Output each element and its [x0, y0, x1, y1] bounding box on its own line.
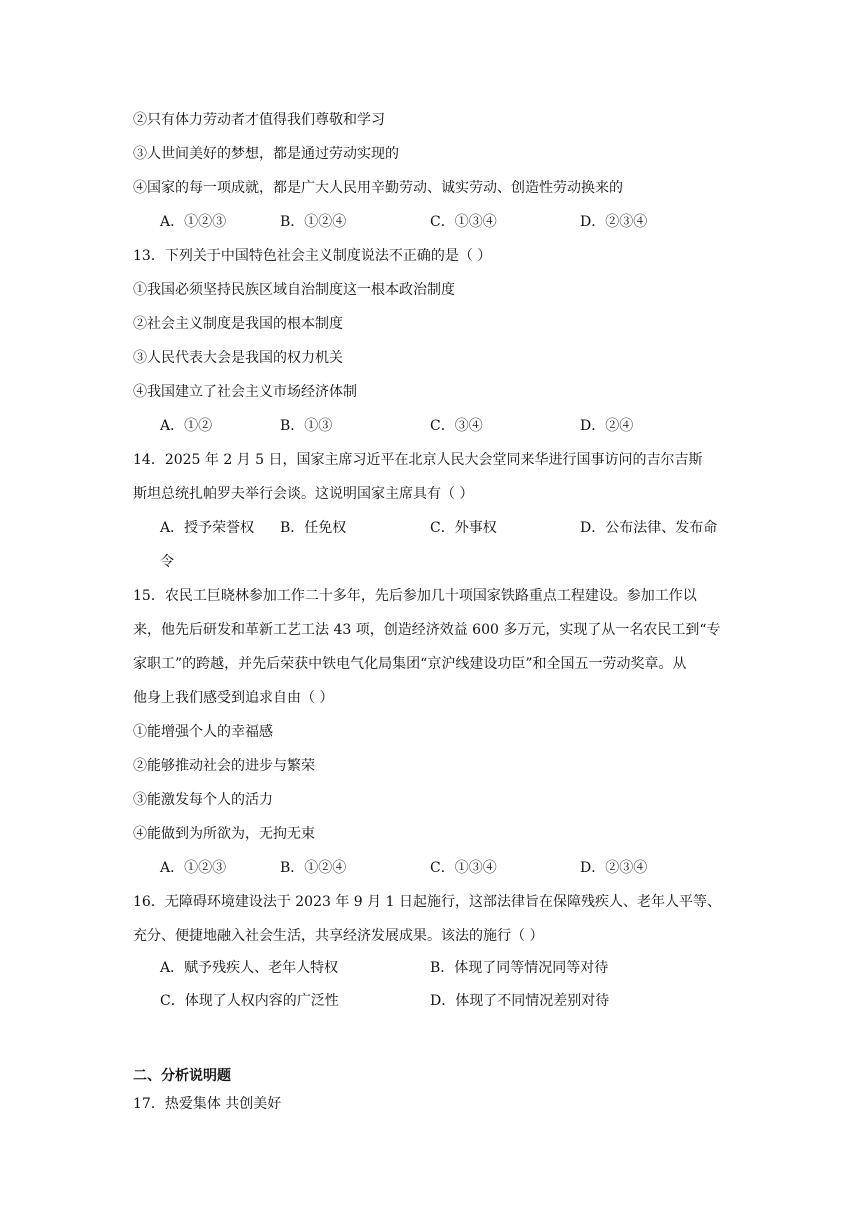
q15-statement-2: ②能够推动社会的进步与繁荣: [133, 758, 315, 774]
q15-statement-1: ①能增强个人的幸福感: [133, 724, 273, 740]
q16-stem-line-2: 充分、便捷地融入社会生活，共享经济发展成果。该法的施行（ ）: [133, 928, 544, 944]
q15-option-c: C．①③④: [430, 860, 497, 876]
q12-statement-2: ②只有体力劳动者才值得我们尊敬和学习: [133, 112, 385, 128]
q13-option-c: C．③④: [430, 418, 483, 434]
section-heading: 二、分析说明题: [133, 1068, 231, 1084]
q12-statement-4: ④国家的每一项成就，都是广大人民用辛勤劳动、诚实劳动、创造性劳动换来的: [133, 180, 623, 196]
q13-option-b: B．①③: [280, 418, 333, 434]
q13-statement-3: ③人民代表大会是我国的权力机关: [133, 350, 343, 366]
q12-option-a: A．①②③: [160, 214, 227, 230]
q15-statement-3: ③能激发每个人的活力: [133, 792, 273, 808]
q14-option-b: B．任免权: [280, 520, 347, 536]
q14-stem-line-2: 斯坦总统扎帕罗夫举行会谈。这说明国家主席具有（ ）: [133, 486, 474, 502]
q14-option-a: A．授予荣誉权: [160, 520, 255, 536]
q12-option-d: D．②③④: [580, 214, 648, 230]
q14-option-d: D．公布法律、发布命: [580, 520, 718, 536]
q15-option-a: A．①②③: [160, 860, 227, 876]
q17-title: 17．热爱集体 共创美好: [133, 1096, 282, 1112]
q12-option-c: C．①③④: [430, 214, 497, 230]
q16-option-d: D．体现了不同情况差别对待: [430, 993, 610, 1009]
q15-stem-line-1: 15．农民工巨晓林参加工作二十多年，先后参加几十项国家铁路重点工程建设。参加工作以: [133, 588, 697, 604]
q16-option-a: A．赋予残疾人、老年人特权: [160, 960, 339, 976]
q16-option-b: B．体现了同等情况同等对待: [430, 960, 609, 976]
q13-statement-2: ②社会主义制度是我国的根本制度: [133, 316, 343, 332]
q12-statement-3: ③人世间美好的梦想，都是通过劳动实现的: [133, 146, 399, 162]
q15-statement-4: ④能做到为所欲为，无拘无束: [133, 826, 315, 842]
q15-option-b: B．①②④: [280, 860, 347, 876]
q13-option-d: D．②④: [580, 418, 634, 434]
q14-option-c: C．外事权: [430, 520, 497, 536]
q13-stem: 13．下列关于中国特色社会主义制度说法不正确的是（ ）: [133, 248, 492, 264]
q13-statement-4: ④我国建立了社会主义市场经济体制: [133, 384, 357, 400]
q14-stem-line-1: 14．2025 年 2 月 5 日，国家主席习近平在北京人民大会堂同来华进行国事访问的吉尔吉斯: [133, 452, 703, 468]
q15-stem-line-4: 他身上我们感受到追求自由（ ）: [133, 690, 334, 706]
q16-stem-line-1: 16．无障碍环境建设法于 2023 年 9 月 1 日起施行，这部法律旨在保障残疾人、老年人平等、: [133, 894, 721, 910]
q13-statement-1: ①我国必须坚持民族区域自治制度这一根本政治制度: [133, 282, 455, 298]
q12-option-b: B．①②④: [280, 214, 347, 230]
q15-stem-line-2: 来，他先后研发和革新工艺工法 43 项，创造经济效益 600 多万元，实现了从一名农民工到“专: [133, 622, 721, 638]
q13-option-a: A．①②: [160, 418, 213, 434]
q15-option-d: D．②③④: [580, 860, 648, 876]
q16-option-c: C．体现了人权内容的广泛性: [160, 993, 339, 1009]
q15-stem-line-3: 家职工”的跨越，并先后荣获中铁电气化局集团“京沪线建设功臣”和全国五一劳动奖章。从: [133, 656, 687, 672]
q14-option-d-continuation: 令: [160, 554, 174, 570]
